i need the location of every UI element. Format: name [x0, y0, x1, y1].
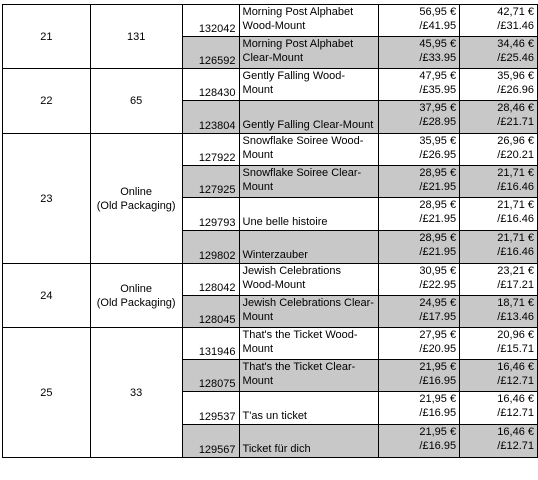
- item-code: 128045: [182, 296, 239, 328]
- price-retail-gbp: /£16.95: [419, 440, 457, 452]
- price-retail-eur: 28,95 €: [419, 167, 457, 179]
- price-sale-eur: 20,96 €: [497, 329, 534, 341]
- item-description: Winterzauber: [239, 231, 379, 264]
- price-retail-gbp: /£21.95: [419, 181, 457, 193]
- price-sale-eur: 16,46 €: [497, 393, 534, 405]
- price-sale-eur: 21,71 €: [497, 167, 534, 179]
- price-sale-gbp: /£12.71: [497, 440, 534, 452]
- price-retail-gbp: /£26.95: [419, 149, 457, 161]
- item-code: 129537: [182, 392, 239, 425]
- item-code: 129793: [182, 198, 239, 231]
- item-code: 126592: [182, 37, 239, 69]
- price-retail: [379, 328, 460, 360]
- price-retail-gbp: /£22.95: [419, 279, 457, 291]
- price-sale: [460, 231, 538, 264]
- table-row: [3, 5, 538, 37]
- group-quantity-line1: 131: [126, 30, 146, 43]
- item-description: Snowflake Soiree Clear-Mount: [239, 166, 379, 198]
- item-code: 128075: [182, 360, 239, 392]
- item-description: That's the Ticket Clear-Mount: [239, 360, 379, 392]
- price-retail: [379, 425, 460, 458]
- price-retail: [379, 134, 460, 166]
- group-number: 21: [3, 5, 91, 69]
- price-sale-eur: 26,96 €: [497, 135, 534, 147]
- price-retail-gbp: /£16.95: [419, 407, 457, 419]
- group-quantity-line1: 33: [130, 386, 143, 399]
- price-sale-eur: 21,71 €: [497, 232, 534, 244]
- price-retail-eur: 35,95 €: [419, 135, 457, 147]
- group-number: 22: [3, 69, 91, 134]
- price-sale-gbp: /£16.46: [497, 213, 534, 225]
- price-sale-gbp: /£26.96: [497, 84, 534, 96]
- price-sale-eur: 23,21 €: [497, 265, 534, 277]
- price-retail-gbp: /£17.95: [419, 311, 457, 323]
- group-quantity-line1: 65: [130, 95, 143, 107]
- price-sale-gbp: /£31.46: [497, 20, 534, 32]
- price-retail-eur: 45,95 €: [419, 38, 457, 50]
- price-retail-eur: 28,95 €: [419, 199, 457, 211]
- table-row: [3, 328, 538, 360]
- price-sale: [460, 5, 538, 37]
- item-code: 127925: [182, 166, 239, 198]
- item-code: 129567: [182, 425, 239, 458]
- price-retail: [379, 296, 460, 328]
- group-quantity: [90, 5, 182, 69]
- price-sale: [460, 392, 538, 425]
- price-sale: [460, 134, 538, 166]
- price-retail-eur: 56,95 €: [419, 6, 457, 18]
- item-code: 129802: [182, 231, 239, 264]
- price-sale: [460, 198, 538, 231]
- price-sale-gbp: /£15.71: [497, 343, 534, 355]
- price-retail: [379, 5, 460, 37]
- price-sale: [460, 425, 538, 458]
- price-sale-gbp: /£17.21: [497, 279, 534, 291]
- group-quantity-line1: Online: [120, 185, 153, 198]
- item-description: Une belle histoire: [239, 198, 379, 231]
- price-retail-gbp: /£33.95: [419, 52, 457, 64]
- price-sale-gbp: /£12.71: [497, 407, 534, 419]
- price-sale-eur: 18,71 €: [497, 297, 534, 309]
- price-retail-eur: 21,95 €: [419, 426, 457, 438]
- price-sale-gbp: /£16.46: [497, 246, 534, 258]
- table-row: [3, 69, 538, 101]
- price-retail-eur: 21,95 €: [419, 393, 457, 405]
- item-description: Jewish Celebrations Wood-Mount: [239, 264, 379, 296]
- price-sale-eur: 34,46 €: [497, 38, 534, 50]
- price-retail-eur: 24,95 €: [419, 297, 457, 309]
- price-retail-eur: 30,95 €: [419, 265, 457, 277]
- price-retail-eur: 28,95 €: [419, 232, 457, 244]
- table-row: [3, 134, 538, 166]
- item-description: Jewish Celebrations Clear-Mount: [239, 296, 379, 328]
- item-code: 128430: [182, 69, 239, 101]
- price-retail: [379, 392, 460, 425]
- price-retail: [379, 166, 460, 198]
- price-sale-eur: 42,71 €: [497, 6, 534, 18]
- group-quantity-line2: (Old Packaging): [96, 199, 176, 212]
- price-retail-gbp: /£20.95: [419, 343, 457, 355]
- group-number: 24: [3, 264, 91, 328]
- group-quantity: [90, 69, 182, 134]
- price-sale-gbp: /£21.71: [497, 116, 534, 128]
- price-sale: [460, 360, 538, 392]
- price-sale-eur: 21,71 €: [497, 199, 534, 211]
- price-sale-eur: 16,46 €: [497, 426, 534, 438]
- group-quantity: [90, 328, 182, 458]
- price-sale-eur: 16,46 €: [497, 361, 534, 373]
- price-retail: [379, 69, 460, 101]
- item-description: Gently Falling Clear-Mount: [239, 101, 379, 134]
- item-description: Snowflake Soiree Wood-Mount: [239, 134, 379, 166]
- price-sale: [460, 296, 538, 328]
- price-retail-gbp: /£28.95: [419, 116, 457, 128]
- price-sale-gbp: /£20.21: [497, 149, 534, 161]
- price-sale: [460, 328, 538, 360]
- item-code: 123804: [182, 101, 239, 134]
- price-sale: [460, 264, 538, 296]
- price-retail-eur: 21,95 €: [419, 361, 457, 373]
- item-description: Morning Post Alphabet Clear-Mount: [239, 37, 379, 69]
- price-sale-gbp: /£12.71: [497, 375, 534, 387]
- price-sale-eur: 35,96 €: [497, 70, 534, 82]
- price-retail-eur: 37,95 €: [419, 102, 457, 114]
- item-code: 128042: [182, 264, 239, 296]
- price-retail-gbp: /£41.95: [419, 20, 457, 32]
- price-sale-gbp: /£25.46: [497, 52, 534, 64]
- price-sale-eur: 28,46 €: [497, 102, 534, 114]
- price-retail: [379, 231, 460, 264]
- item-description: T'as un ticket: [239, 392, 379, 425]
- item-code: 132042: [182, 5, 239, 37]
- price-sale: [460, 101, 538, 134]
- price-retail: [379, 101, 460, 134]
- price-table: [2, 4, 538, 458]
- group-number: 23: [3, 134, 91, 264]
- price-retail-gbp: /£21.95: [419, 213, 457, 225]
- table-row: [3, 264, 538, 296]
- price-sale: [460, 166, 538, 198]
- group-number: 25: [3, 328, 91, 458]
- item-code: 131946: [182, 328, 239, 360]
- price-retail: [379, 37, 460, 69]
- price-retail: [379, 360, 460, 392]
- group-quantity-line2: (Old Packaging): [96, 296, 176, 309]
- item-description: Gently Falling Wood-Mount: [239, 69, 379, 101]
- price-retail-gbp: /£16.95: [419, 375, 457, 387]
- price-sale-gbp: /£13.46: [497, 311, 534, 323]
- price-sale: [460, 69, 538, 101]
- item-code: 127922: [182, 134, 239, 166]
- price-retail-eur: 27,95 €: [419, 329, 457, 341]
- price-retail: [379, 198, 460, 231]
- item-description: Ticket für dich: [239, 425, 379, 458]
- price-retail: [379, 264, 460, 296]
- group-quantity: [90, 134, 182, 264]
- item-description: Morning Post Alphabet Wood-Mount: [239, 5, 379, 37]
- price-retail-eur: 47,95 €: [419, 70, 457, 82]
- group-quantity: [90, 264, 182, 328]
- price-sale: [460, 37, 538, 69]
- price-retail-gbp: /£21.95: [419, 246, 457, 258]
- price-retail-gbp: /£35.95: [419, 84, 457, 96]
- group-quantity-line1: Online: [120, 282, 153, 295]
- price-sale-gbp: /£16.46: [497, 181, 534, 193]
- item-description: That's the Ticket Wood-Mount: [239, 328, 379, 360]
